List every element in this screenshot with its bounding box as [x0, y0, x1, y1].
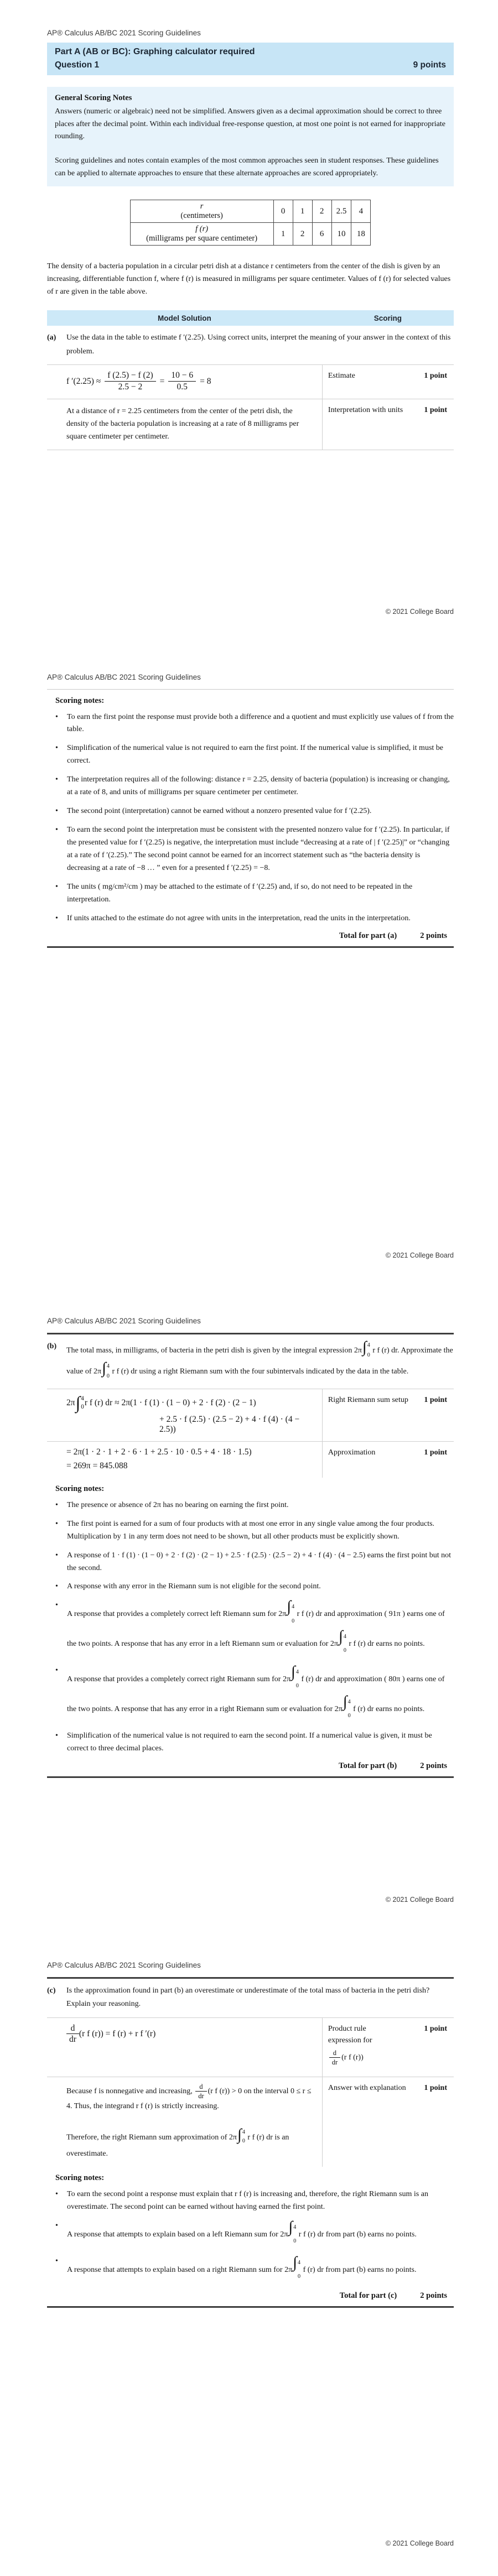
part-b-total — [47, 1761, 454, 1771]
divider — [47, 689, 454, 690]
scoring-cell — [322, 365, 454, 399]
bullet-icon: • — [55, 775, 58, 784]
integral-icon: ∫ 4 0 — [362, 1338, 370, 1358]
bullet-icon: • — [55, 914, 58, 922]
f-value: 6 — [312, 223, 331, 246]
scoring-note-item: • The units ( mg/cm²/cm ) may be attached to the estimate of f ′(2.25) and, if so, do not need to be repeated in the interpretation. — [55, 881, 454, 906]
part-a-scoring-notes — [47, 696, 454, 925]
part-b-scoring-notes — [47, 1484, 454, 1755]
scoring-cell — [322, 2077, 454, 2167]
scoring-notes-heading: Scoring notes: — [55, 1484, 105, 1493]
riemann-sum-equation: 2π ∫ 4 0 r f (r) dr ≈ 2π(1 · f (1) · (1 − 0) + 2 · f (2) · (2 − 1) — [66, 1393, 256, 1412]
document-header: AP® Calculus AB/BC 2021 Scoring Guidelines — [47, 1960, 201, 1969]
fraction: $\frac{d}{dr}$ — [329, 2049, 340, 2066]
part-a-prompt: (a) Use the data in the table to estimate f ′(2.25). Using correct units, interpret the meaning of your answer in the context of this problem. — [47, 326, 454, 364]
r-value: 2 — [312, 200, 331, 223]
scoring-note-item: • To earn the second point a response must explain that r f (r) is increasing and, therefore, the right Riemann sum is an overestimate. The second point can be earned without having earned the first point. — [55, 2188, 454, 2214]
part-b-prompt: (b) The total mass, in milligrams, of bacteria in the petri dish is given by the integral expression 2π ∫ 4 0 r f (r) dr. Approximate the value of 2π ∫ 4 0 r f (r) dr using a right Riemann sum with the four subintervals indicated by the data in the table. — [47, 1334, 454, 1389]
question-banner — [47, 43, 454, 75]
bullet-icon: • — [55, 2189, 58, 2198]
scoring-note-item: • A response with any error in the Riemann sum is not eligible for the second point. — [55, 1581, 454, 1593]
general-notes-heading: General Scoring Notes — [55, 93, 132, 102]
solution-table-header — [47, 310, 454, 326]
integral-icon: ∫ 4 0 — [102, 1359, 110, 1379]
page-1 — [0, 0, 498, 644]
scoring-note-item: • A response that attempts to explain based on a left Riemann sum for 2π ∫ 4 0 r f (r) dr from part (b) earns no points. — [55, 2220, 454, 2249]
page-3 — [0, 1288, 498, 1932]
scoring-note-item: • The interpretation requires all of the following: distance r = 2.25, density of bacteria (population) is increasing or changing, at a rate of 8, and units of milligrams per square centimeter per centimeter. — [55, 774, 454, 799]
question-points: 9 points — [413, 60, 446, 70]
page-2 — [0, 644, 498, 1289]
fraction: $\frac{d}{dr}$ — [66, 2024, 79, 2045]
r-value: 0 — [273, 200, 293, 223]
scoring-note-item: • The second point (interpretation) cannot be earned without a nonzero presented value for f ′(2.25). — [55, 805, 454, 818]
estimate-equation: f ′(2.25) ≈ $\frac{f (2.5) - f (2)}{2.5 - 2}$ = $\frac{10 - 6}{0.5}$ = 8 — [66, 371, 211, 392]
page-4 — [0, 1932, 498, 2576]
total-points: 2 points — [420, 2291, 447, 2300]
fraction: $\frac{d}{dr}$ — [195, 2083, 206, 2100]
total-label: Total for part (c) — [339, 2291, 397, 2300]
scoring-note-item: • The first point is earned for a sum of four products with at most one error in any single value among the four products. Multiplication by 1 in any term does not need to be shown, but all other products must be explicitly shown. — [55, 1518, 454, 1543]
scoring-note-item: • The presence or absence of 2π has no bearing on earning the first point. — [55, 1499, 454, 1512]
bullet-icon: • — [55, 1666, 58, 1675]
fraction: $\frac{f (2.5) - f (2)}{2.5 - 2}$ — [105, 371, 155, 392]
f-value: 2 — [293, 223, 312, 246]
part-c-row-answer — [47, 2077, 454, 2167]
bullet-icon: • — [55, 1519, 58, 1528]
scoring-cell — [322, 2018, 454, 2077]
r-label: r — [200, 202, 204, 211]
bullet-icon: • — [55, 1582, 58, 1591]
explanation-paragraph-1: Because f is nonnegative and increasing, $\frac{d}{dr}$ (r f (r)) > 0 on the interval 0 ≤ r ≤ 4. Thus, the integrand r f (r) is strictly increasing. — [66, 2083, 312, 2111]
scoring-label: Answer with explanation — [328, 2084, 406, 2093]
integral-icon: ∫ 4 0 — [287, 1598, 295, 1624]
document-header: AP® Calculus AB/BC 2021 Scoring Guidelines — [47, 29, 201, 37]
scoring-label: Interpretation with units — [328, 406, 403, 415]
integral-icon: ∫ 4 0 — [293, 2254, 301, 2280]
table-row — [130, 200, 371, 223]
scoring-label: Approximation — [328, 1448, 376, 1457]
r-value: 1 — [293, 200, 312, 223]
page-footer: © 2021 College Board — [385, 607, 454, 616]
integral-icon: ∫ 4 0 — [288, 2218, 297, 2244]
model-solution-heading: Model Solution — [158, 314, 211, 322]
part-c-row-product-rule — [47, 2017, 454, 2077]
scoring-label: Estimate — [328, 372, 355, 380]
part-title: Part A (AB or BC): Graphing calculator required — [55, 47, 255, 56]
part-b-row-approximation — [47, 1441, 454, 1478]
scoring-heading: Scoring — [374, 314, 402, 322]
part-b-label: (b) — [47, 1342, 57, 1350]
page-footer: © 2021 College Board — [385, 1895, 454, 1904]
bullet-icon: • — [55, 1601, 58, 1610]
document-header: AP® Calculus AB/BC 2021 Scoring Guidelines — [47, 672, 201, 681]
integral-icon: ∫ 4 0 — [75, 1393, 84, 1412]
integral-icon: ∫ 4 0 — [338, 1627, 346, 1654]
part-c-scoring-notes — [47, 2173, 454, 2285]
points-badge: 1 point — [424, 2024, 447, 2033]
bullet-icon: • — [55, 2257, 58, 2266]
product-rule-equation: $\frac{d}{dr}$ (r f (r)) = f (r) + r f ′(r) — [66, 2024, 314, 2045]
total-label: Total for part (b) — [339, 1761, 397, 1770]
bullet-icon: • — [55, 744, 58, 753]
document-header: AP® Calculus AB/BC 2021 Scoring Guidelines — [47, 1317, 201, 1325]
general-notes-paragraph-1: Answers (numeric or algebraic) need not be simplified. Answers given as a decimal approximation should be correct to three places after the decimal point. Within each individual free-response question, at most one point is not earned for inappropriate rounding. — [55, 107, 445, 140]
scoring-note-item: • A response that attempts to explain based on a right Riemann sum for 2π ∫ 4 0 f (r) dr from part (b) earns no points. — [55, 2255, 454, 2285]
part-b-row-setup — [47, 1389, 454, 1441]
part-c-prompt: (c) Is the approximation found in part (b) an overestimate or underestimate of the total mass of bacteria in the petri dish? Explain your reasoning. — [47, 1979, 454, 2017]
points-badge: 1 point — [424, 1395, 447, 1404]
points-badge: 1 point — [424, 2084, 447, 2093]
part-c-total — [47, 2291, 454, 2301]
scoring-label: Product rule expression for $\frac{d}{dr}$ (r f (r)) — [328, 2024, 372, 2067]
scoring-cell — [322, 1442, 454, 1478]
section-end-rule — [47, 946, 454, 948]
part-a-row-interpretation — [47, 399, 454, 450]
f-label: f (r) — [195, 225, 209, 234]
approximation-line1: = 2π(1 · 2 · 1 + 2 · 6 · 1 + 2.5 · 10 · 0.5 + 4 · 18 · 1.5) — [66, 1447, 252, 1457]
integral-icon: ∫ 4 0 — [343, 1692, 351, 1719]
bullet-icon: • — [55, 882, 58, 891]
approximation-line2: = 269π = 845.088 — [66, 1461, 128, 1470]
section-end-rule — [47, 1776, 454, 1778]
explanation-paragraph-2: Therefore, the right Riemann sum approximation of 2π ∫ 4 0 r f (r) dr is an overestimate. — [66, 2125, 289, 2158]
page-footer: © 2021 College Board — [385, 1252, 454, 1259]
f-value: 18 — [351, 223, 371, 246]
bullet-icon: • — [55, 712, 58, 721]
points-badge: 1 point — [424, 372, 447, 380]
r-value: 2.5 — [331, 200, 351, 223]
integral-icon: ∫ 4 0 — [291, 1663, 299, 1689]
part-a-row-estimate — [47, 364, 454, 399]
scoring-note-item: • A response that provides a completely correct left Riemann sum for 2π ∫ 4 0 r f (r) dr and approximation ( 91π ) earns one of the two points. A response that has any error in a left Riemann sum or evaluation for 2π ∫ 4 0 r f (r) dr earns no points. — [55, 1599, 454, 1659]
total-label: Total for part (a) — [339, 931, 397, 940]
general-notes-paragraph-2: Scoring guidelines and notes contain examples of the most common approaches seen in student responses. These guidelines can be applied to alternate approaches to ensure that these alternate approaches are scored appropriately. — [55, 157, 439, 178]
riemann-sum-equation-line2: + 2.5 · f (2.5) · (2.5 − 2) + 4 · f (4) · (4 − 2.5)) — [159, 1414, 300, 1434]
question-number: Question 1 — [55, 60, 100, 70]
bullet-icon: • — [55, 826, 58, 835]
f-value: 10 — [331, 223, 351, 246]
problem-statement: The density of a bacteria population in a circular petri dish at a distance r centimeters from the center of the dish is given by an increasing, differentiable function f, where f (r) is measured in milligrams per square centimeter. Values of f (r) for selected values of r are given in the table above. — [47, 262, 451, 296]
scoring-note-item: • If units attached to the estimate do not agree with units in the interpretation, read the units in the interpretation. — [55, 912, 454, 925]
fraction: $\frac{10 - 6}{0.5}$ — [168, 371, 196, 392]
general-scoring-notes — [47, 87, 454, 186]
scoring-notes-heading: Scoring notes: — [55, 2173, 105, 2182]
bullet-icon: • — [55, 807, 58, 816]
bullet-icon: • — [55, 2221, 58, 2230]
scoring-cell — [322, 399, 454, 450]
scoring-notes-heading: Scoring notes: — [55, 696, 105, 705]
scoring-note-item: • To earn the second point the interpretation must be consistent with the presented nonzero value for f ′(2.25). In particular, if the presented value for f ′(2.25) is negative, the interpretation must include “decreasing at a rate of | f ′(2.25)|” or “changing at a rate of f ′(2.25).” The second point cannot be earned for an incorrect statement such as “the bacteria density is decreasing at a rate of −8 … ” even for a presented f ′(2.25) = −8. — [55, 824, 454, 875]
scoring-label: Right Riemann sum setup — [328, 1395, 408, 1404]
scoring-note-item: • Simplification of the numerical value is not required to earn the first point. If the numerical value is simplified, it must be correct. — [55, 742, 454, 768]
section-end-rule — [47, 2306, 454, 2308]
r-units: (centimeters) — [180, 211, 223, 221]
f-units: (milligrams per square centimeter) — [146, 234, 258, 243]
scoring-note-item: • A response that provides a completely correct right Riemann sum for 2π ∫ 4 0 f (r) dr and approximation ( 80π ) earns one of the two points. A response that has any error in a right Riemann sum or evaluation for 2π ∫ 4 0 f (r) dr earns no points. — [55, 1665, 454, 1724]
part-a-label: (a) — [47, 333, 56, 342]
part-c-label: (c) — [47, 1986, 56, 1995]
table-row — [130, 223, 371, 246]
page-footer: © 2021 College Board — [385, 2540, 454, 2547]
f-value: 1 — [273, 223, 293, 246]
total-points: 2 points — [420, 1761, 447, 1770]
scoring-note-item: • To earn the first point the response must provide both a difference and a quotient and must explicitly use values of f from the table. — [55, 711, 454, 737]
scoring-cell — [322, 1389, 454, 1441]
total-points: 2 points — [420, 931, 447, 940]
part-a-total — [47, 931, 454, 941]
points-badge: 1 point — [424, 406, 447, 415]
scoring-note-item: • A response of 1 · f (1) · (1 − 0) + 2 · f (2) · (2 − 1) + 2.5 · f (2.5) · (2.5 − 2) + 4 · f (4) · (4 − 2.5) earns the first point but not the second. — [55, 1550, 454, 1575]
bullet-icon: • — [55, 1551, 58, 1560]
points-badge: 1 point — [424, 1448, 447, 1457]
bullet-icon: • — [55, 1731, 58, 1740]
data-table — [130, 200, 371, 246]
r-value: 4 — [351, 200, 371, 223]
interpretation-text: At a distance of r = 2.25 centimeters from the center of the petri dish, the density of the bacteria population is increasing at a rate of 8 milligrams per square centimeter per centimeter. — [66, 407, 299, 441]
integral-icon: ∫ 4 0 — [237, 2125, 245, 2145]
bullet-icon: • — [55, 1500, 58, 1509]
scoring-note-item: • Simplification of the numerical value is not required to earn the second point. If a numerical value is given, it must be correct to three decimal places. — [55, 1730, 454, 1755]
